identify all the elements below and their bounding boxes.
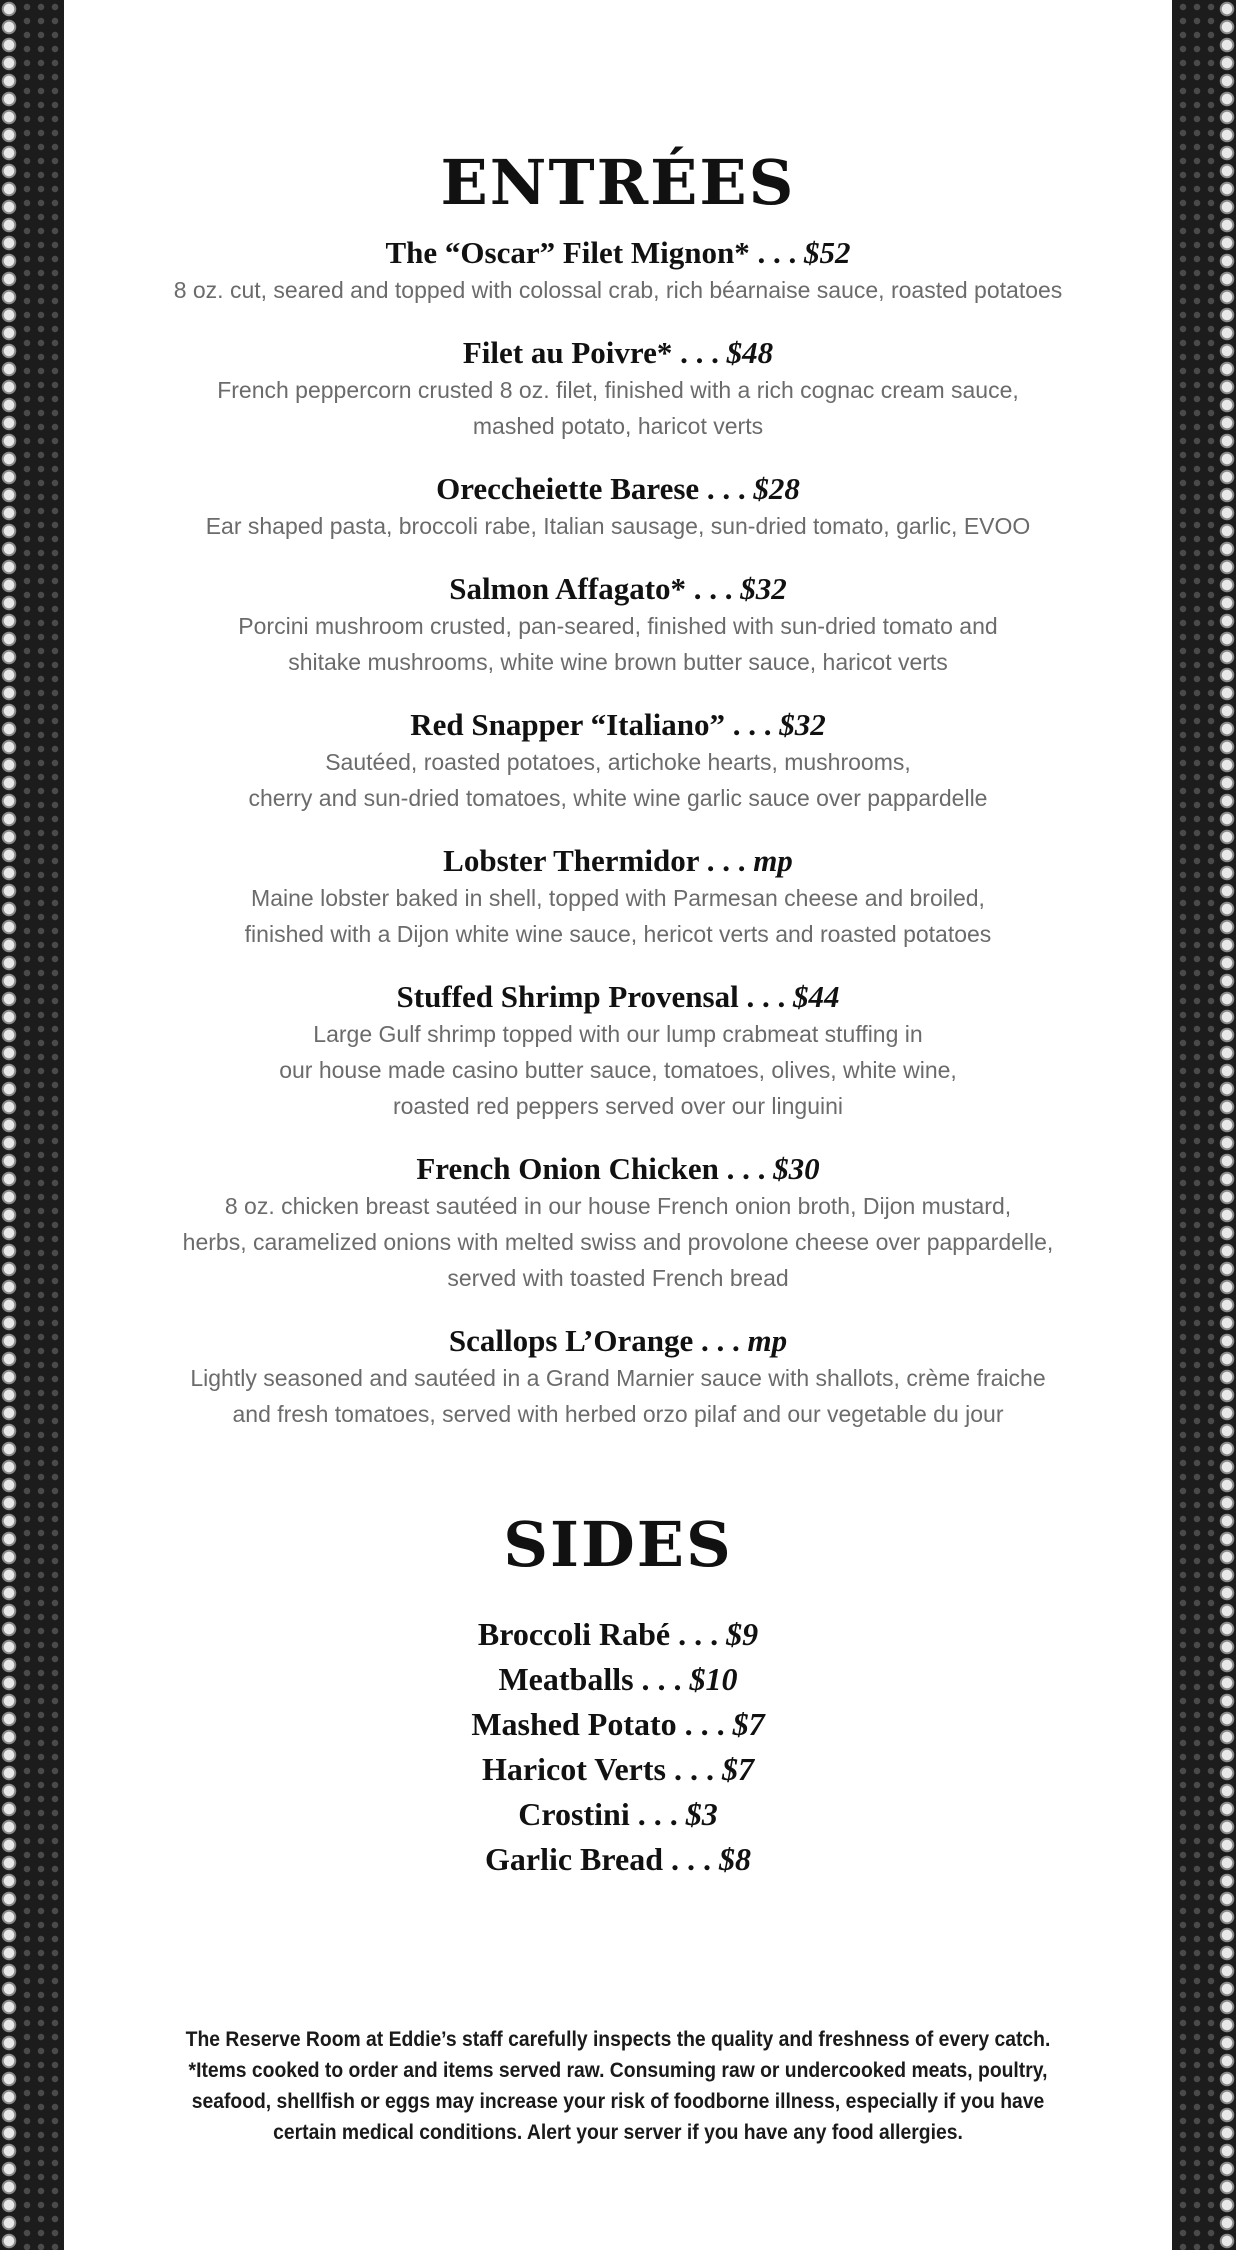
menu-item-header	[64, 570, 1172, 608]
menu-item-header	[64, 334, 1172, 372]
price-separator: . . .	[698, 843, 754, 878]
side-item	[64, 1792, 1172, 1837]
menu-item-name: Filet au Poivre*	[462, 335, 673, 370]
menu-item-name: French Onion Chicken	[416, 1151, 719, 1186]
menu-item-price: mp	[753, 843, 793, 878]
menu-item-description: Large Gulf shrimp topped with our lump crabmeat stuffing in our house made casino butter sauce, tomatoes, olives, white wine, roasted red peppers served over our linguini	[279, 1021, 957, 1119]
side-item	[64, 1837, 1172, 1882]
side-item-name: Crostini	[518, 1796, 630, 1832]
menu-item-header	[64, 470, 1172, 508]
menu-page	[64, 0, 1172, 2250]
menu-item-price: $28	[753, 471, 800, 506]
side-item-price: $8	[719, 1841, 752, 1877]
menu-item	[64, 706, 1172, 816]
side-item-price: $9	[726, 1616, 759, 1652]
price-separator: . . .	[629, 1796, 686, 1832]
menu-item	[64, 334, 1172, 444]
price-separator: . . .	[693, 1323, 748, 1358]
sides-list	[64, 1612, 1172, 1882]
price-separator: . . .	[738, 979, 793, 1014]
price-separator: . . .	[665, 1751, 722, 1787]
side-item	[64, 1747, 1172, 1792]
menu-item-price: $44	[792, 979, 840, 1014]
menu-item	[64, 234, 1172, 308]
menu-item	[64, 470, 1172, 544]
price-separator: . . .	[686, 571, 741, 606]
price-separator: . . .	[699, 471, 754, 506]
menu-item	[64, 1322, 1172, 1432]
menu-item-header	[64, 234, 1172, 272]
menu-item-description: Lightly seasoned and sautéed in a Grand Marnier sauce with shallots, crème fraiche and fresh tomatoes, served with herbed orzo pilaf and our vegetable du jour	[190, 1365, 1046, 1427]
price-separator: . . .	[672, 335, 727, 370]
side-item-price: $7	[732, 1706, 765, 1742]
menu-item-description: Sautéed, roasted potatoes, artichoke hearts, mushrooms, cherry and sun-dried tomatoes, white wine garlic sauce over pappardelle	[248, 749, 988, 811]
price-separator: . . .	[663, 1841, 720, 1877]
side-item-name: Meatballs	[498, 1661, 634, 1697]
menu-item-name: Salmon Affagato*	[449, 571, 687, 606]
side-item-name: Garlic Bread	[484, 1841, 664, 1877]
menu-item-price: $48	[726, 335, 774, 370]
price-separator: . . .	[724, 707, 780, 742]
menu-item-name: Red Snapper “Italiano”	[410, 707, 725, 742]
allergy-disclaimer: The Reserve Room at Eddie’s staff carefully inspects the quality and freshness of every catch. *Items cooked to order and items served raw. Consuming raw or undercooked meats, poultry, seafood, shellfish or eggs may increase your risk of foodborne illness, especially if you have certain medical conditions. Alert your server if you have any food allergies.	[185, 2028, 1051, 2144]
menu-item-price: $52	[803, 235, 851, 270]
side-item-price: $3	[685, 1796, 718, 1832]
menu-item-header	[64, 1150, 1172, 1188]
menu-item-name: The “Oscar” Filet Mignon*	[385, 235, 750, 270]
price-separator: . . .	[676, 1706, 733, 1742]
menu-item-description: Porcini mushroom crusted, pan-seared, finished with sun-dried tomato and shitake mushrooms, white wine brown butter sauce, haricot verts	[238, 613, 998, 675]
menu-item	[64, 570, 1172, 680]
menu-item-name: Scallops L’Orange	[448, 1323, 694, 1358]
menu-item	[64, 842, 1172, 952]
price-separator: . . .	[749, 235, 804, 270]
side-item-name: Haricot Verts	[482, 1751, 666, 1787]
side-item	[64, 1702, 1172, 1747]
decorative-border-left	[0, 0, 64, 2250]
entrees-heading: ENTRÉES	[440, 146, 796, 219]
menu-item	[64, 1150, 1172, 1296]
menu-item-price: $30	[773, 1151, 820, 1186]
entrees-list	[64, 234, 1172, 1432]
menu-item-description: Maine lobster baked in shell, topped with Parmesan cheese and broiled, finished with a Dijon white wine sauce, hericot verts and roasted potatoes	[244, 885, 992, 947]
menu-item-name: Stuffed Shrimp Provensal	[396, 979, 739, 1014]
menu-item-header	[64, 706, 1172, 744]
menu-item-name: Lobster Thermidor	[443, 843, 699, 878]
menu-item-description: 8 oz. chicken breast sautéed in our house French onion broth, Dijon mustard, herbs, caramelized onions with melted swiss and provolone cheese over pappardelle, served with toasted French bread	[182, 1193, 1054, 1291]
side-item	[64, 1612, 1172, 1657]
menu-item-price: mp	[747, 1323, 788, 1358]
side-item	[64, 1657, 1172, 1702]
decorative-border-right	[1172, 0, 1236, 2250]
menu-item-header	[64, 978, 1172, 1016]
price-separator: . . .	[718, 1151, 774, 1186]
menu-item-price: $32	[740, 571, 787, 606]
menu-item-header	[64, 1322, 1172, 1360]
menu-item-name: Orecchеiette Barese	[436, 471, 700, 506]
price-separator: . . .	[670, 1616, 727, 1652]
menu-item-description: Ear shaped pasta, broccoli rabe, Italian sausage, sun-dried tomato, garlic, EVOO	[205, 513, 1031, 539]
menu-item-price: $32	[779, 707, 826, 742]
side-item-name: Broccoli Rabé	[477, 1616, 671, 1652]
menu-item-description: French peppercorn crusted 8 oz. filet, finished with a rich cognac cream sauce, mashed potato, haricot verts	[217, 377, 1019, 439]
menu-item-header	[64, 842, 1172, 880]
side-item-price: $10	[689, 1661, 738, 1697]
side-item-name: Mashed Potato	[471, 1706, 677, 1742]
sides-heading: SIDES	[503, 1508, 733, 1581]
menu-item	[64, 978, 1172, 1124]
side-item-price: $7	[721, 1751, 754, 1787]
price-separator: . . .	[633, 1661, 690, 1697]
menu-item-description: 8 oz. cut, seared and topped with colossal crab, rich béarnaise sauce, roasted potatoes	[173, 277, 1063, 303]
